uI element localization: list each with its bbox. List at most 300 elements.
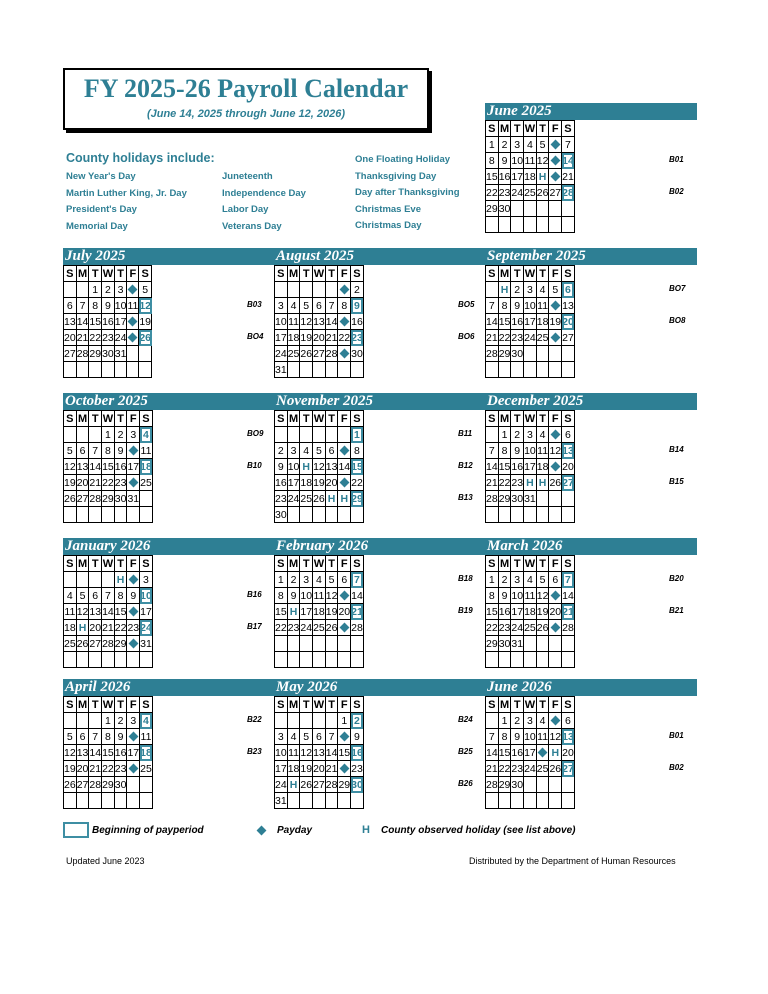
day-cell: 22 [498, 476, 511, 489]
payday-diamond-icon [550, 461, 560, 471]
weekday-header: F [338, 266, 351, 282]
empty-cell [139, 346, 152, 362]
holiday-cell: H [300, 459, 313, 475]
day-cell: 19 [536, 605, 549, 618]
empty-cell [511, 793, 524, 809]
day-cell: 5 [64, 729, 77, 745]
day-cell: 22 [89, 331, 102, 344]
empty-cell [338, 652, 351, 668]
empty-cell [275, 652, 288, 668]
day-cell: 23 [511, 476, 524, 489]
day-cell: 11 [140, 444, 152, 457]
holiday-item: New Year's Day [66, 171, 136, 182]
day-cell: 4 [536, 427, 549, 443]
empty-cell [287, 636, 300, 652]
day-cell: 8 [102, 729, 115, 745]
day-cell: 11 [524, 589, 536, 602]
weekday-header: T [300, 697, 313, 713]
empty-cell [275, 282, 288, 298]
day-cell: 23 [511, 331, 524, 344]
payday-cell [127, 443, 140, 459]
period-begin-cell: 26 [139, 331, 152, 344]
day-cell: 11 [288, 315, 299, 328]
day-cell: 28 [486, 492, 498, 505]
payday-cell [338, 282, 351, 298]
day-cell: 11 [313, 589, 325, 602]
payday-diamond-icon [550, 622, 560, 632]
holiday-cell: H [338, 491, 351, 507]
weekday-header: F [549, 556, 562, 572]
month-grid [63, 265, 152, 378]
day-cell: 15 [89, 315, 102, 328]
day-cell: 2 [287, 572, 300, 588]
day-cell: 6 [76, 443, 89, 459]
empty-cell [486, 217, 499, 233]
payperiod-label: B12 [458, 461, 473, 470]
weekday-header: T [536, 121, 549, 137]
day-cell: 7 [102, 588, 115, 604]
weekday-header: T [536, 697, 549, 713]
day-cell: 3 [140, 572, 153, 588]
payday-diamond-icon [339, 348, 349, 358]
holiday-item: Christmas Day [355, 220, 422, 231]
payperiod-label: B15 [669, 477, 684, 486]
empty-cell [64, 793, 77, 809]
day-cell: 9 [511, 443, 524, 459]
month-grid [485, 120, 575, 233]
payday-cell [549, 427, 562, 443]
holiday-cell: H [114, 572, 127, 588]
holiday-cell: H [76, 620, 89, 636]
weekday-header: T [325, 266, 338, 282]
weekday-header: T [325, 556, 338, 572]
day-cell: 20 [338, 605, 351, 618]
empty-cell [64, 652, 77, 668]
day-cell: 21 [76, 331, 89, 344]
legend-holiday-label: County observed holiday (see list above) [381, 825, 576, 836]
empty-cell [511, 217, 524, 233]
day-cell: 16 [498, 170, 511, 183]
day-cell: 14 [486, 315, 498, 328]
day-cell: 1 [498, 713, 511, 729]
weekday-header: S [351, 556, 364, 572]
payday-diamond-icon [128, 574, 138, 584]
day-cell: 7 [486, 443, 499, 459]
payday-diamond-icon [128, 332, 138, 342]
month-title: January 2026 [63, 538, 275, 555]
holiday-cell: H [549, 745, 562, 761]
empty-cell [287, 793, 300, 809]
weekday-header: M [288, 412, 299, 425]
empty-cell [313, 362, 326, 378]
payperiod-label: BO9 [247, 429, 264, 438]
payday-diamond-icon [128, 763, 138, 773]
payperiod-label: B21 [669, 606, 684, 615]
empty-cell [300, 362, 313, 378]
day-cell: 22 [498, 331, 511, 344]
day-cell: 27 [64, 347, 76, 360]
weekday-header: W [102, 412, 114, 425]
day-cell: 11 [288, 746, 299, 759]
empty-cell [562, 636, 575, 652]
payday-cell [338, 620, 351, 636]
empty-cell [498, 217, 511, 233]
day-cell: 9 [127, 588, 140, 604]
payperiod-label: B22 [247, 715, 262, 724]
day-cell: 12 [549, 444, 562, 457]
empty-cell [536, 652, 549, 668]
payday-diamond-icon [128, 606, 138, 616]
day-cell: 19 [300, 331, 313, 344]
payday-diamond-icon [550, 429, 560, 439]
empty-cell [338, 636, 351, 652]
day-cell: 17 [511, 170, 524, 183]
empty-cell [498, 652, 511, 668]
day-cell: 11 [537, 444, 549, 457]
day-cell: 14 [486, 460, 498, 473]
period-begin-cell: 23 [351, 331, 363, 344]
day-cell: 29 [102, 492, 114, 505]
day-cell: 10 [114, 299, 127, 312]
period-begin-cell: 15 [351, 460, 363, 473]
day-cell: 22 [102, 476, 114, 489]
day-cell: 23 [511, 762, 524, 775]
day-cell: 2 [511, 713, 524, 729]
weekday-header: F [549, 121, 562, 137]
day-cell: 5 [300, 298, 313, 314]
empty-cell [127, 362, 139, 378]
empty-cell [549, 362, 562, 378]
empty-cell [102, 507, 115, 523]
day-cell: 29 [498, 347, 511, 360]
day-cell: 11 [524, 154, 536, 167]
day-cell: 3 [127, 427, 140, 443]
day-cell: 17 [114, 315, 127, 328]
day-cell: 1 [102, 427, 115, 443]
day-cell: 21 [89, 762, 102, 775]
empty-cell [536, 507, 549, 523]
weekday-header: M [77, 557, 88, 570]
payday-diamond-icon [339, 731, 349, 741]
day-cell: 25 [313, 621, 325, 634]
payday-cell [549, 620, 562, 636]
payday-cell [338, 443, 351, 459]
payperiod-label: B23 [247, 747, 262, 756]
day-cell: 3 [114, 282, 127, 298]
day-cell: 23 [102, 331, 114, 344]
day-cell: 17 [511, 605, 524, 618]
weekday-header: F [127, 697, 140, 713]
weekday-header: M [288, 557, 299, 570]
empty-cell [114, 507, 127, 523]
month-grid [485, 265, 575, 378]
day-cell: 20 [549, 605, 562, 618]
period-begin-cell: 10 [140, 589, 152, 602]
holiday-item: Thanksgiving Day [355, 170, 437, 182]
empty-cell [76, 572, 89, 588]
day-cell: 24 [511, 621, 524, 634]
day-cell: 30 [511, 492, 524, 505]
empty-cell [313, 713, 326, 729]
day-cell: 8 [102, 443, 115, 459]
holiday-item: One Floating Holiday [355, 154, 451, 165]
day-cell: 7 [325, 298, 338, 314]
month-title: August 2025 [274, 248, 486, 265]
day-cell: 17 [524, 460, 536, 473]
payday-diamond-icon [550, 590, 560, 600]
period-begin-cell: 30 [351, 778, 363, 791]
empty-cell [486, 652, 499, 668]
period-begin-cell: 28 [562, 186, 574, 199]
day-cell: 1 [338, 713, 351, 729]
payperiod-label: BO7 [669, 284, 686, 293]
weekday-header: S [64, 556, 77, 572]
payperiod-label: B01 [669, 731, 684, 740]
day-cell: 15 [102, 746, 114, 759]
day-cell: 22 [486, 621, 498, 634]
payday-cell [127, 475, 140, 491]
day-cell: 9 [114, 729, 127, 745]
payday-diamond-icon [339, 316, 349, 326]
payday-diamond-icon [128, 316, 138, 326]
period-begin-cell: 7 [351, 572, 364, 588]
empty-cell [325, 282, 338, 298]
empty-cell [287, 652, 300, 668]
day-cell: 6 [89, 588, 102, 604]
day-cell: 3 [524, 427, 537, 443]
day-cell: 19 [64, 762, 76, 775]
day-cell: 14 [351, 589, 363, 602]
day-cell: 5 [139, 282, 152, 298]
empty-cell [536, 636, 549, 652]
day-cell: 4 [300, 443, 313, 459]
empty-cell [300, 713, 313, 729]
day-cell: 15 [486, 170, 498, 183]
day-cell: 1 [102, 713, 115, 729]
day-cell: 2 [511, 282, 524, 298]
empty-cell [102, 362, 115, 378]
period-begin-cell: 24 [140, 621, 152, 634]
day-cell: 13 [76, 460, 89, 473]
payperiod-label: B13 [458, 493, 473, 502]
weekday-header: T [89, 697, 102, 713]
day-cell: 17 [275, 331, 287, 344]
weekday-header: T [511, 121, 524, 137]
empty-cell [89, 362, 102, 378]
day-cell: 18 [64, 621, 76, 634]
day-cell: 28 [325, 778, 338, 791]
empty-cell [338, 427, 351, 443]
weekday-header: F [549, 411, 562, 427]
day-cell: 25 [140, 762, 152, 775]
day-cell: 1 [498, 427, 511, 443]
weekday-header: T [536, 411, 549, 427]
legend-begin-label: Beginning of payperiod [92, 825, 204, 836]
day-cell: 27 [313, 778, 325, 791]
period-begin-cell: 1 [351, 427, 364, 443]
empty-cell [313, 793, 326, 809]
period-begin-cell: 13 [562, 444, 574, 457]
empty-cell [127, 652, 140, 668]
payday-cell [127, 572, 140, 588]
holiday-item: Labor Day [222, 204, 269, 215]
day-cell: 4 [287, 298, 300, 314]
day-cell: 31 [524, 492, 536, 505]
weekday-header: W [313, 698, 325, 711]
day-cell: 24 [511, 186, 524, 199]
payperiod-label: B11 [458, 429, 473, 438]
payperiod-label: B17 [247, 622, 262, 631]
day-cell: 14 [89, 746, 102, 759]
period-begin-cell: 13 [562, 730, 574, 743]
day-cell: 10 [524, 444, 536, 457]
payday-cell [536, 745, 549, 761]
day-cell: 20 [562, 746, 574, 759]
day-cell: 27 [313, 347, 325, 360]
day-cell: 26 [76, 637, 89, 650]
day-cell: 2 [114, 427, 127, 443]
day-cell: 12 [536, 589, 549, 602]
day-cell: 20 [64, 331, 76, 344]
day-cell: 5 [549, 282, 562, 298]
weekday-header: T [325, 697, 338, 713]
month-title: October 2025 [63, 393, 275, 410]
day-cell: 17 [300, 605, 313, 618]
day-cell: 15 [498, 460, 511, 473]
day-cell: 28 [89, 492, 102, 505]
holiday-cell: H [287, 604, 300, 620]
day-cell: 4 [287, 729, 300, 745]
day-cell: 18 [524, 170, 536, 183]
month-title: March 2026 [485, 538, 697, 555]
payday-diamond-icon [128, 445, 138, 455]
day-cell: 3 [275, 729, 288, 745]
weekday-header: F [127, 266, 139, 282]
day-cell: 5 [300, 729, 313, 745]
payday-diamond-icon [339, 622, 349, 632]
empty-cell [127, 346, 139, 362]
legend-begin-swatch [63, 822, 89, 838]
day-cell: 28 [351, 621, 363, 634]
empty-cell [498, 507, 511, 523]
empty-cell [562, 201, 575, 217]
period-begin-cell: 4 [140, 713, 153, 729]
weekday-header: S [562, 411, 575, 427]
payday-diamond-icon [339, 590, 349, 600]
day-cell: 2 [511, 427, 524, 443]
day-cell: 12 [64, 746, 76, 759]
empty-cell [524, 346, 537, 362]
empty-cell [287, 427, 300, 443]
payday-cell [338, 475, 351, 491]
empty-cell [89, 572, 102, 588]
day-cell: 2 [275, 443, 288, 459]
payday-diamond-icon [128, 638, 138, 648]
weekday-header: S [140, 556, 153, 572]
empty-cell [287, 282, 300, 298]
weekday-header: T [511, 556, 524, 572]
payday-cell [127, 729, 140, 745]
empty-cell [139, 362, 152, 378]
empty-cell [64, 427, 77, 443]
day-cell: 20 [76, 762, 89, 775]
weekday-header: M [77, 412, 88, 425]
weekday-header: W [313, 267, 325, 280]
day-cell: 10 [511, 589, 524, 602]
period-begin-cell: 21 [351, 605, 363, 618]
day-cell: 9 [275, 459, 288, 475]
payday-cell [338, 588, 351, 604]
month-title: September 2025 [485, 248, 697, 265]
day-cell: 27 [549, 186, 562, 199]
day-cell: 7 [562, 137, 575, 153]
period-begin-cell: 16 [351, 746, 363, 759]
empty-cell [536, 793, 549, 809]
day-cell: 28 [325, 347, 338, 360]
day-cell: 22 [338, 331, 351, 344]
month-grid [274, 555, 364, 668]
month-title: June 2025 [485, 103, 697, 120]
day-cell: 11 [127, 299, 139, 312]
day-cell: 11 [537, 299, 549, 312]
day-cell: 7 [89, 443, 102, 459]
weekday-header: W [102, 267, 114, 280]
empty-cell [76, 507, 89, 523]
day-cell: 16 [498, 605, 511, 618]
day-cell: 18 [300, 476, 313, 489]
day-cell: 6 [562, 713, 575, 729]
day-cell: 14 [562, 589, 574, 602]
day-cell: 11 [64, 605, 76, 618]
weekday-header: T [114, 697, 127, 713]
payday-diamond-icon [339, 284, 349, 294]
payday-cell [338, 346, 351, 362]
empty-cell [114, 793, 127, 809]
day-cell: 5 [325, 572, 338, 588]
day-cell: 24 [287, 492, 300, 505]
day-cell: 16 [102, 315, 114, 328]
day-cell: 8 [351, 443, 364, 459]
weekday-header: S [486, 266, 499, 282]
payperiod-label: BO6 [458, 332, 475, 341]
page-title: FY 2025-26 Payroll Calendar [83, 74, 409, 103]
empty-cell [524, 793, 537, 809]
day-cell: 10 [275, 315, 287, 328]
payperiod-label: B24 [458, 715, 473, 724]
day-cell: 10 [524, 730, 536, 743]
holiday-item: Veterans Day [222, 220, 282, 232]
day-cell: 22 [498, 762, 511, 775]
day-cell: 18 [287, 331, 300, 344]
empty-cell [562, 507, 575, 523]
period-begin-cell: 29 [351, 492, 363, 505]
empty-cell [89, 652, 102, 668]
payday-diamond-icon [550, 332, 560, 342]
empty-cell [76, 652, 89, 668]
empty-cell [102, 793, 115, 809]
day-cell: 18 [287, 762, 300, 775]
day-cell: 27 [562, 331, 574, 344]
weekday-header: T [511, 697, 524, 713]
weekday-header: W [524, 122, 536, 135]
day-cell: 20 [562, 460, 574, 473]
holiday-cell: H [524, 475, 537, 491]
weekday-header: W [102, 698, 114, 711]
day-cell: 21 [102, 621, 114, 634]
empty-cell [102, 652, 115, 668]
payperiod-label: B10 [247, 461, 262, 470]
empty-cell [524, 636, 537, 652]
